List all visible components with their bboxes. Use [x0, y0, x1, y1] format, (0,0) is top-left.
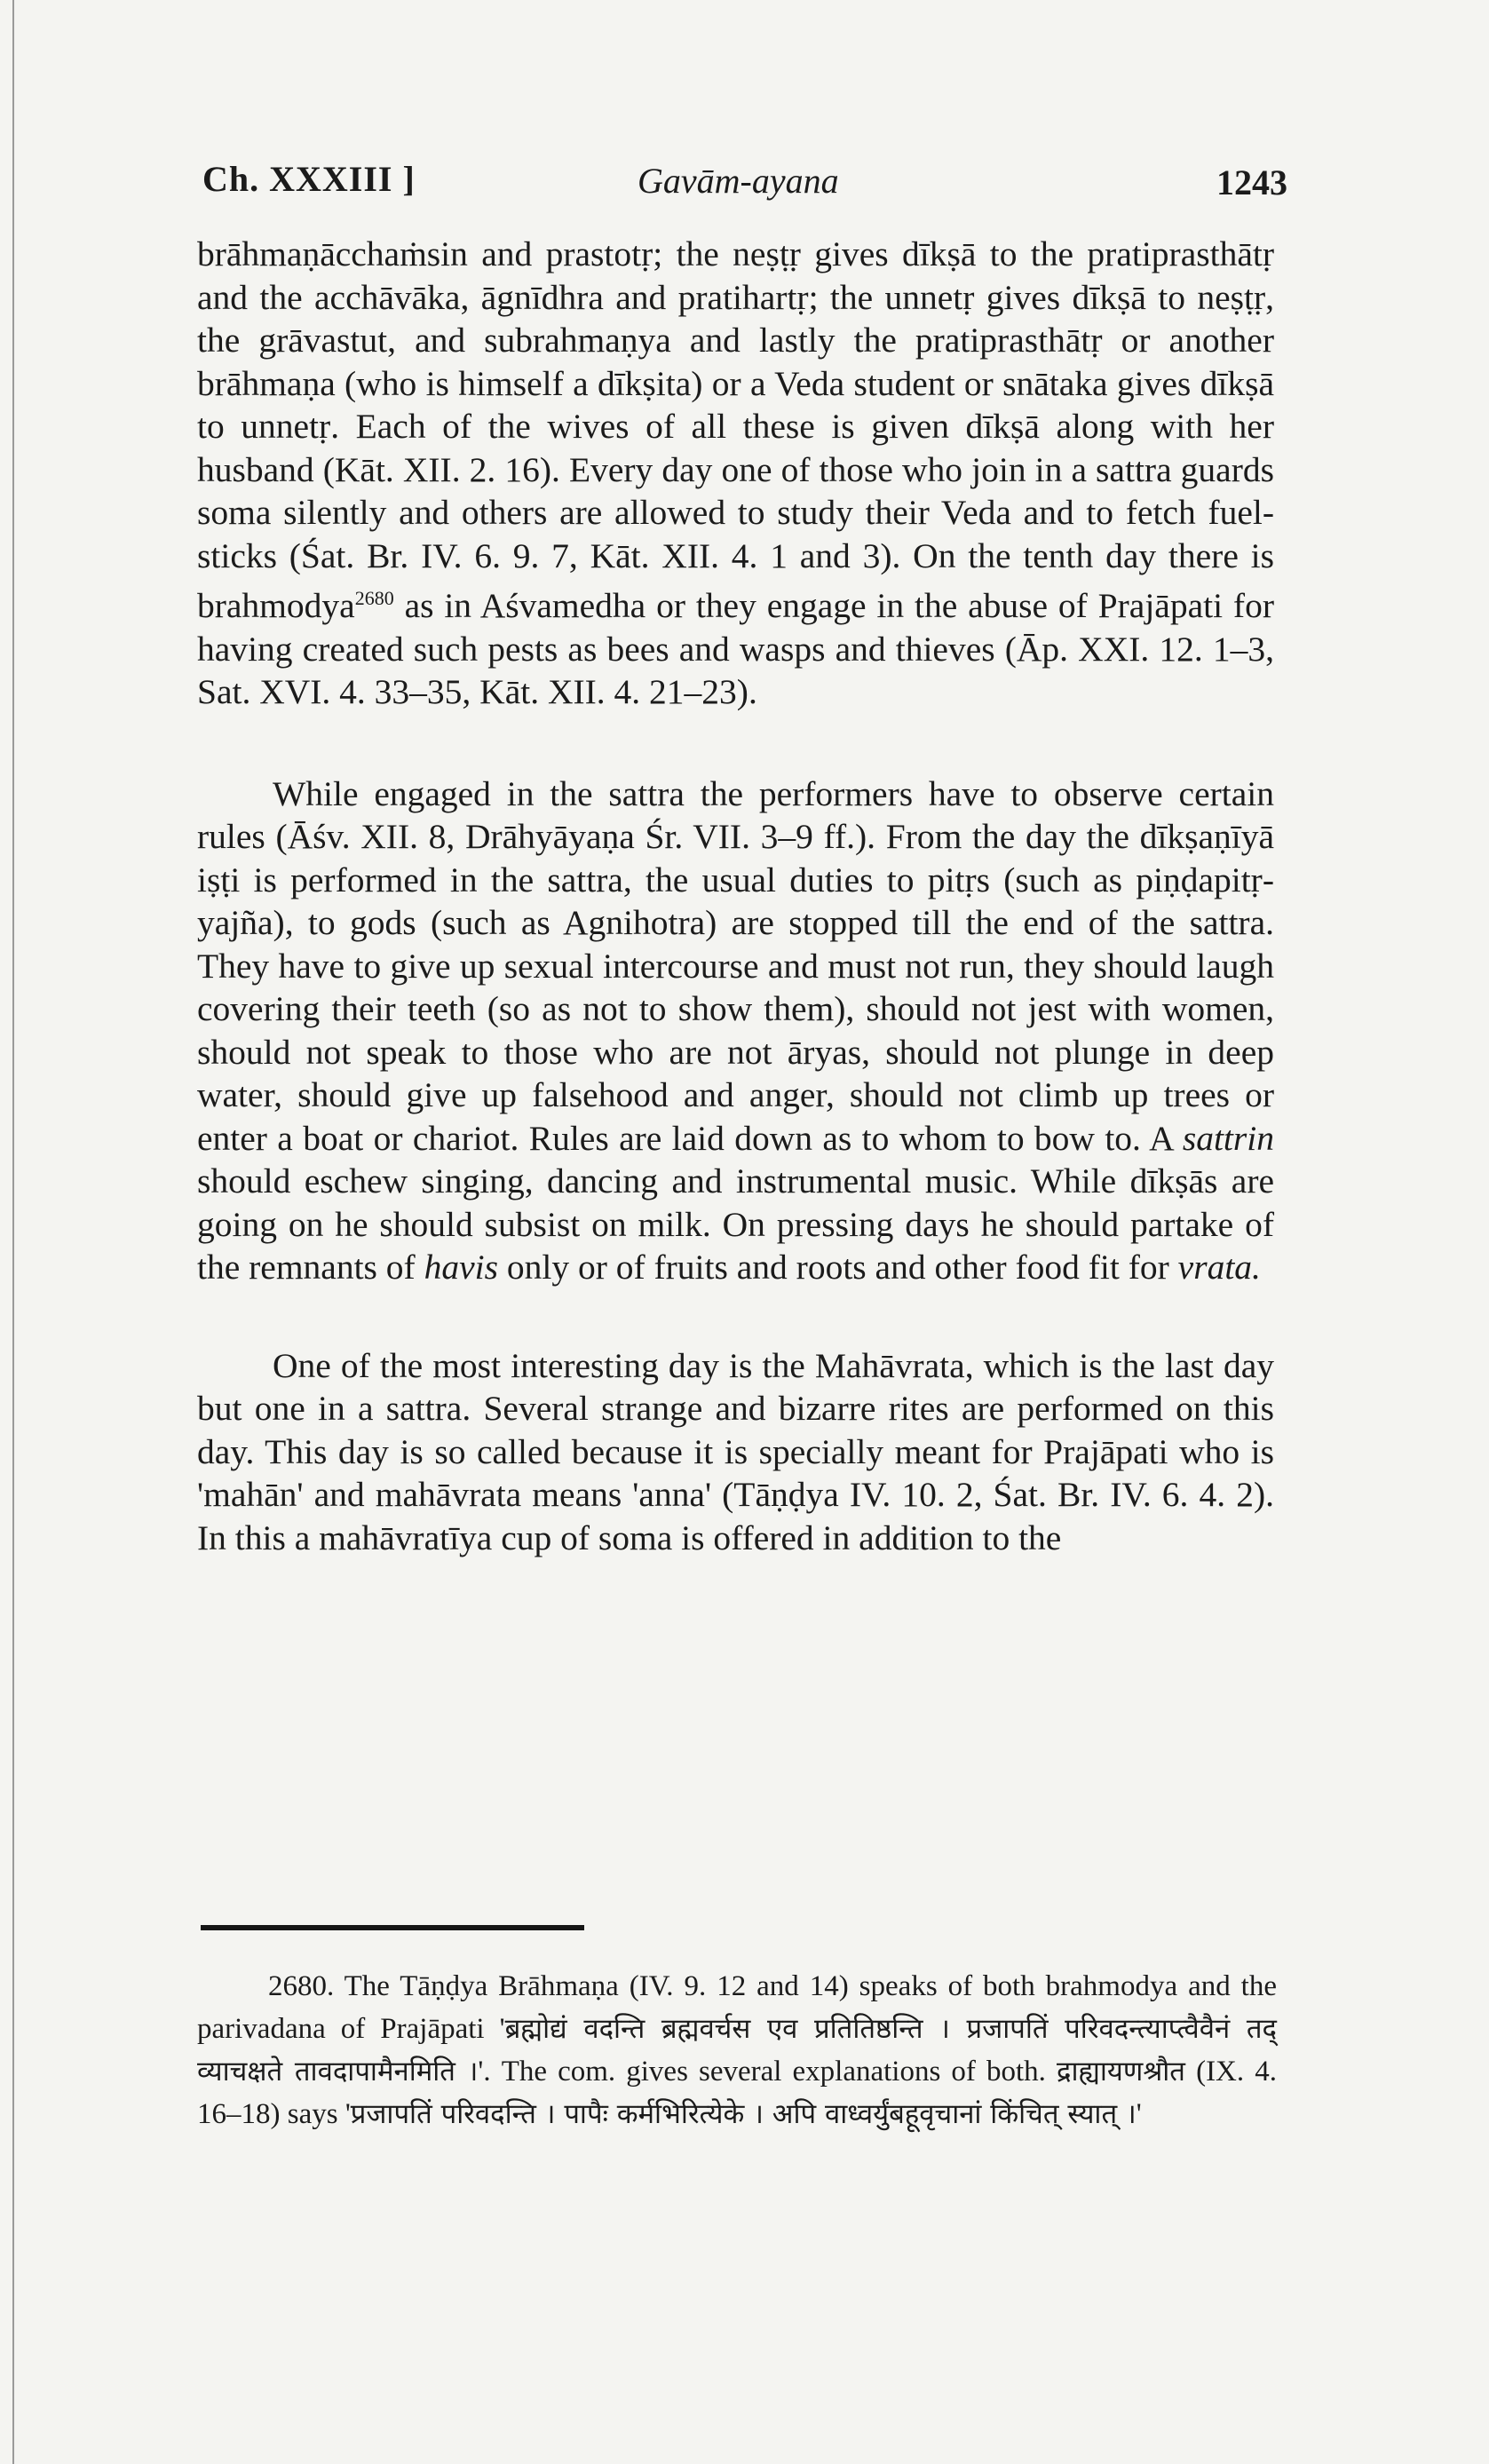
devanagari-quote-1: ब्रह्मोद्यं वदन्ति ब्रह्मवर्चस एव प्रतितिष्ठन्ति । प्रजापतिं परिवदन्त्याप्त्वैवैनं तद् व्याचक्षते तावदापामैनमिति । [197, 2013, 1277, 2088]
footnote-text-a: The Tāṇḍya Brāhmaṇa (IV. 9. 12 and 14) speaks of both brahmodya and the parivadana of Prajāpati ' [197, 1970, 1277, 2045]
term-havis: havis [424, 1248, 498, 1287]
devanagari-quote-2: प्रजापतिं परिवदन्ति । पापैः कर्मभिरित्येके । अपि वाध्वर्युंबहूवृचानां किंचित् स्यात् । [350, 2098, 1137, 2130]
footnote-divider [201, 1925, 584, 1930]
page-edge-line [12, 0, 14, 2464]
term-sattrin: sattrin [1182, 1118, 1274, 1158]
paragraph-2-part-c: only or of fruits and roots and other food fit for [497, 1248, 1178, 1287]
chapter-label: Ch. XXXIII ] [202, 159, 416, 199]
paragraph-2-part-a: While engaged in the sattra the performers have to observe certain rules (Āśv. XII. 8, Drāhyāyaṇa Śr. VII. 3–9 ff.). From the day the dīkṣaṇīyā iṣṭi is performed in the sattra, the usual duties to pitṛs (such as piṇḍapitṛ-yajña), to gods (such as Agnihotra) are stopped till the end of the sattra. They have to give up sexual intercourse and must not run, they should laugh covering their teeth (so as not to show them), should not jest with women, should not speak to those who are not āryas, should not plunge in deep water, should give up falsehood and anger, should not climb up trees or enter a boat or chariot. Rules are laid down as to whom to bow to. A [197, 773, 1274, 1158]
paragraph-1-text: brāhmaṇācchaṁsin and prastotṛ; the neṣṭṛ gives dīkṣā to the pratiprasthātṛ and the acchāvāka, āgnīdhra and pratihartṛ; the unnetṛ gives dīkṣā to neṣṭṛ, the grāvastut, and subrahmaṇya and lastly the pratiprasthātṛ or another brāhmaṇa (who is himself a dīkṣita) or a Veda student or snātaka gives dīkṣā to unnetṛ. Each of the wives of all these is given dīkṣā along with her husband (Kāt. XII. 2. 16). Every day one of those who join in a sattra guards soma silently and others are allowed to study their Veda and to fetch fuel-sticks (Śat. Br. IV. 6. 9. 7, Kāt. XII. 4. 1 and 3). On the tenth day there is brahmodya [197, 234, 1274, 626]
paragraph-2 [197, 772, 1274, 1289]
footnote-text-b: '. The com. gives several explanations of both. [478, 2056, 1057, 2088]
paragraph-1-tail: as in Aśvamedha or they engage in the abuse of Prajāpati for having created such pests as bees and wasps and thieves (Āp. XXI. 12. 1–3, Sat. XVI. 4. 33–35, Kāt. XII. 4. 21–23). [197, 586, 1274, 712]
footnote-text-c: (IX. 4. 16–18) says ' [197, 2056, 1277, 2130]
page-header [202, 151, 1287, 213]
running-title: Gavām-ayana [638, 161, 839, 201]
footnote-2680 [197, 1965, 1277, 2135]
page-number: 1243 [1216, 162, 1287, 202]
footnote [197, 1965, 1277, 2135]
footnote-number: 2680. [268, 1970, 335, 2002]
paragraph-2-part-b: should eschew singing, dancing and instrumental music. While dīkṣās are going on he should subsist on milk. On pressing days he should partake of the remnants of [197, 1161, 1274, 1287]
footnote-reference: 2680 [354, 587, 394, 609]
paragraph-3: One of the most interesting day is the Mahāvrata, which is the last day but one in a sattra. Several strange and bizarre rites are performed on this day. This day is so called because it is specially meant for Prajāpati who is 'mahān' and mahāvrata means 'anna' (Tāṇḍya IV. 10. 2, Śat. Br. IV. 6. 4. 2). In this a mahāvratīya cup of soma is offered in addition to the [197, 1345, 1274, 1557]
paragraph-1 [197, 233, 1274, 714]
main-text [197, 233, 1274, 1559]
term-vrata: vrata. [1177, 1248, 1261, 1287]
footnote-text-d: ' [1136, 2098, 1142, 2130]
devanagari-title: द्राह्यायणश्रौत [1057, 2056, 1185, 2088]
